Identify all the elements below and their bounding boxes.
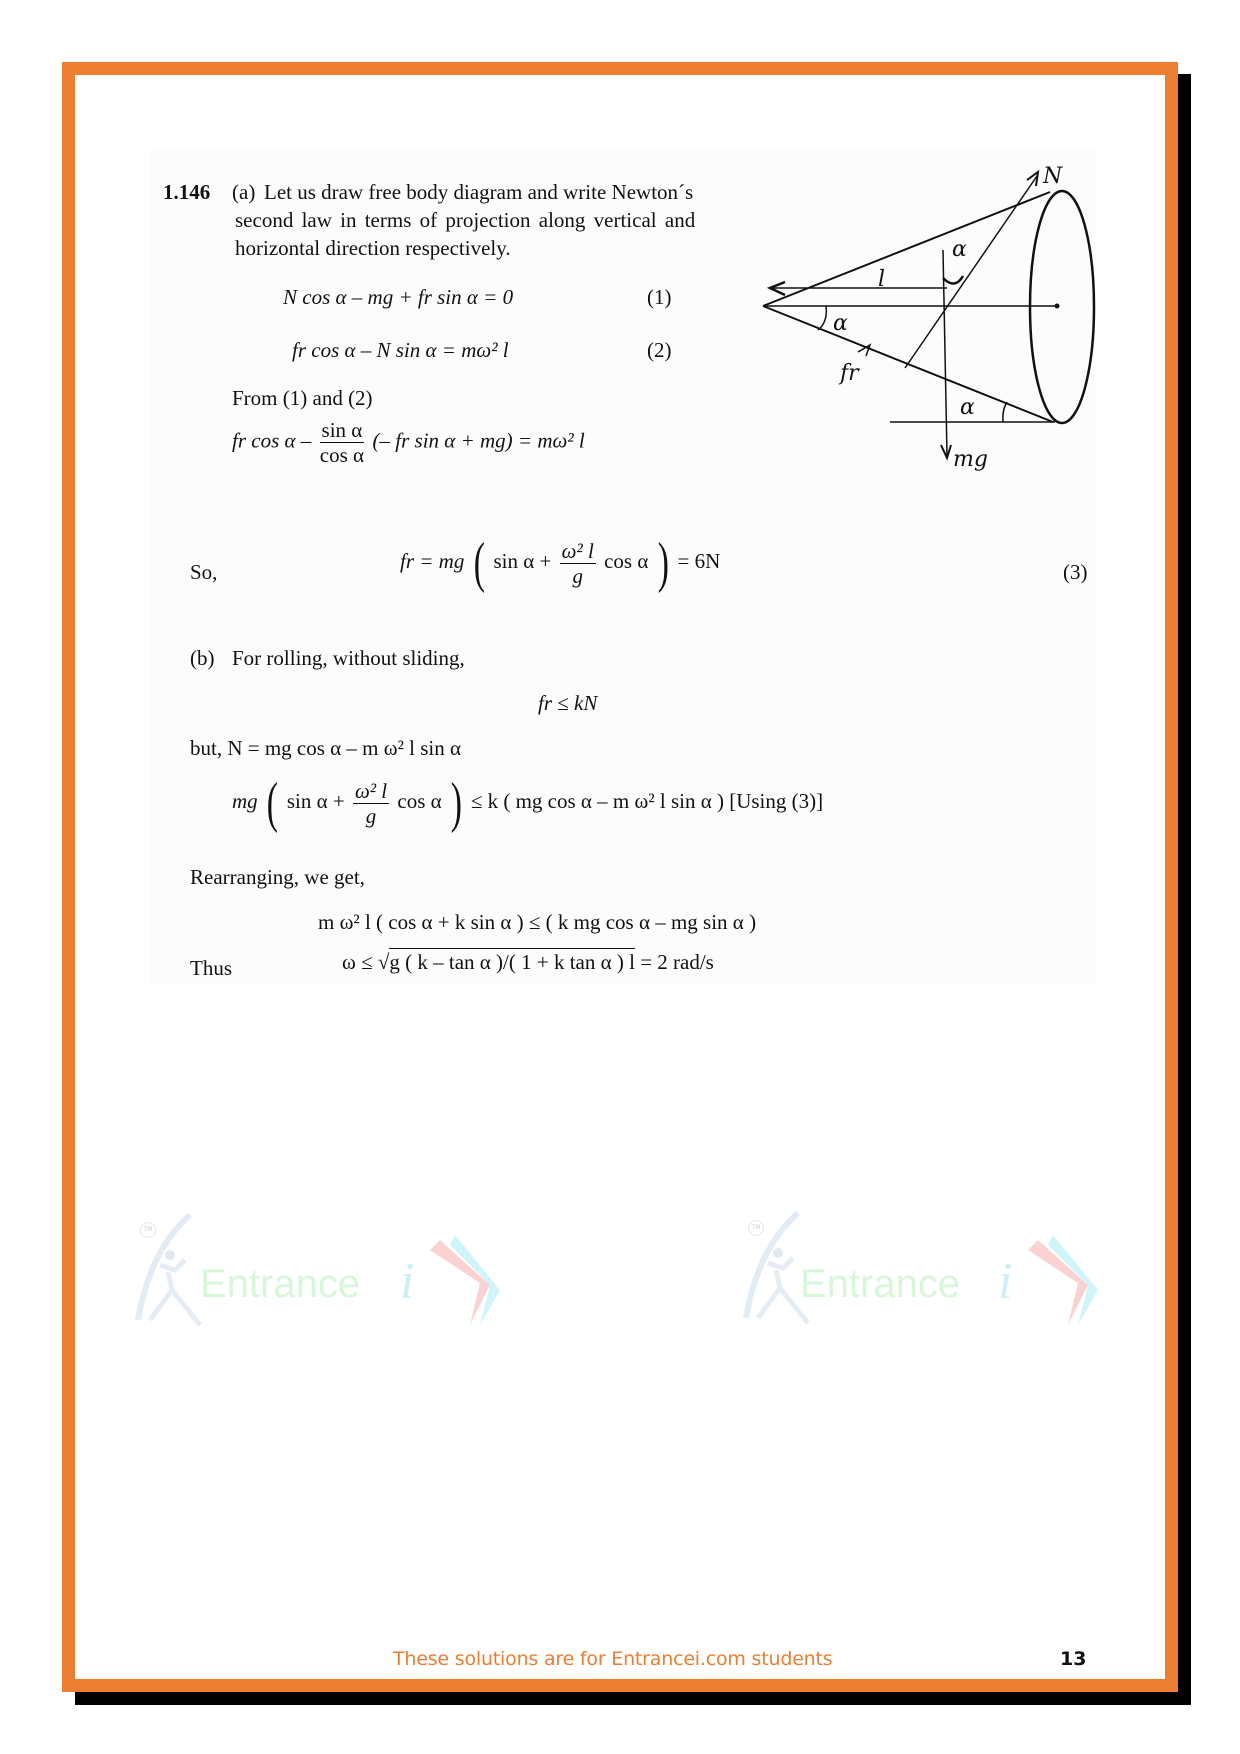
problem-number: 1.146: [163, 180, 211, 204]
equation-2-tag: (2): [647, 338, 672, 362]
label-fr: fr: [840, 361, 859, 386]
watermark-logo-right: [718, 1198, 1098, 1338]
fraction-numerator: sin α: [321, 418, 363, 442]
fraction: [353, 779, 389, 828]
substituted-inequality: [232, 772, 824, 834]
sub-inner-b: cos α: [397, 788, 442, 813]
combined-rhs: (– fr sin α + mg) = mω² l: [372, 428, 585, 453]
sub-inner-a: sin α +: [286, 788, 345, 813]
close-paren: ): [657, 532, 669, 594]
part-b-intro: For rolling, without sliding,: [232, 646, 465, 670]
center-dot: [1055, 304, 1060, 309]
footer-note: These solutions are for Entrancei.com students: [393, 1648, 833, 1670]
part-a-label: (a): [232, 180, 256, 204]
page-number: 13: [1060, 1648, 1087, 1670]
intro-line-2: second law in terms of projection along vertical and: [235, 208, 696, 232]
equation-2: fr cos α – N sin α = mω² l: [292, 338, 509, 362]
angle-arc-apex: [818, 306, 826, 330]
equation-1: N cos α – mg + fr sin α = 0: [283, 285, 514, 309]
free-body-diagram: [750, 150, 1150, 490]
eq3-lhs: fr = mg: [400, 548, 465, 573]
cone-base: [1030, 191, 1094, 423]
watermark-text: Entrance: [800, 1262, 961, 1306]
equation-1-tag: (1): [647, 285, 672, 309]
sqrt-radicand: g ( k – tan α )/( 1 + k tan α ) l: [389, 950, 635, 974]
fraction-numerator: ω² l: [561, 538, 594, 563]
equation-3-tag: (3): [1063, 560, 1088, 584]
angle-arc-bottom: [1003, 402, 1007, 422]
label-alpha-top: α: [952, 237, 967, 262]
fraction: [320, 418, 365, 467]
fraction-denominator: g: [572, 563, 583, 588]
intro-line-1: Let us draw free body diagram and write Newton´s: [264, 180, 694, 204]
rolling-inequality: fr ≤ kN: [538, 691, 598, 715]
intro-line-3: horizontal direction respectively.: [235, 236, 511, 260]
label-mg: mg: [953, 447, 988, 472]
fraction-denominator: g: [365, 803, 377, 828]
thus-label: Thus: [190, 956, 232, 980]
combined-lhs: fr cos α –: [232, 428, 312, 453]
trademark-icon: TM: [140, 1222, 156, 1238]
normal-force-equation: but, N = mg cos α – m ω² l sin α: [190, 736, 461, 760]
eq3-result: = 6N: [677, 548, 721, 573]
final-prefix: ω ≤ √: [342, 950, 390, 974]
arrow-shape-icon: [395, 1225, 505, 1335]
frame-shadow-bottom: [75, 1692, 1191, 1705]
trademark-icon: TM: [748, 1220, 764, 1236]
sub-lhs: mg: [232, 788, 258, 813]
fraction: [560, 539, 596, 588]
watermark-i: i: [400, 1253, 415, 1310]
fraction-numerator: ω² l: [354, 778, 388, 803]
cone-upper-edge: [763, 192, 1050, 306]
fraction-denominator: cos α: [319, 443, 365, 467]
rearranging-text: Rearranging, we get,: [190, 865, 365, 889]
from-text: From (1) and (2): [232, 386, 373, 410]
rearranged-inequality: m ω² l ( cos α + k sin α ) ≤ ( k mg cos α – mg sin α ): [318, 910, 757, 934]
so-label: So,: [190, 560, 218, 584]
eq3-inner-a: sin α +: [493, 548, 552, 573]
label-l: l: [878, 267, 886, 292]
open-paren: (: [473, 532, 485, 594]
eq3-inner-b: cos α: [604, 548, 649, 573]
label-alpha-bottom: α: [960, 395, 975, 420]
normal-vector: [905, 176, 1037, 368]
sub-rhs: ≤ k ( mg cos α – m ω² l sin α ) [Using (3)]: [470, 788, 824, 813]
label-alpha-apex: α: [833, 311, 848, 336]
angle-arc-top: [943, 276, 963, 284]
final-result: [342, 950, 714, 975]
watermark-text: Entrance: [200, 1262, 361, 1306]
close-paren: ): [450, 772, 462, 834]
equation-3: [400, 532, 721, 594]
open-paren: (: [266, 772, 278, 834]
label-N: N: [1043, 164, 1063, 189]
combined-equation: [232, 418, 585, 467]
arrow-shape-icon: [993, 1225, 1103, 1335]
watermark-i: i: [998, 1253, 1013, 1310]
part-b-label: (b): [190, 646, 215, 670]
frame-shadow-right: [1178, 74, 1191, 1705]
final-value: = 2 rad/s: [640, 950, 714, 974]
watermark-logo-left: [130, 1200, 510, 1340]
